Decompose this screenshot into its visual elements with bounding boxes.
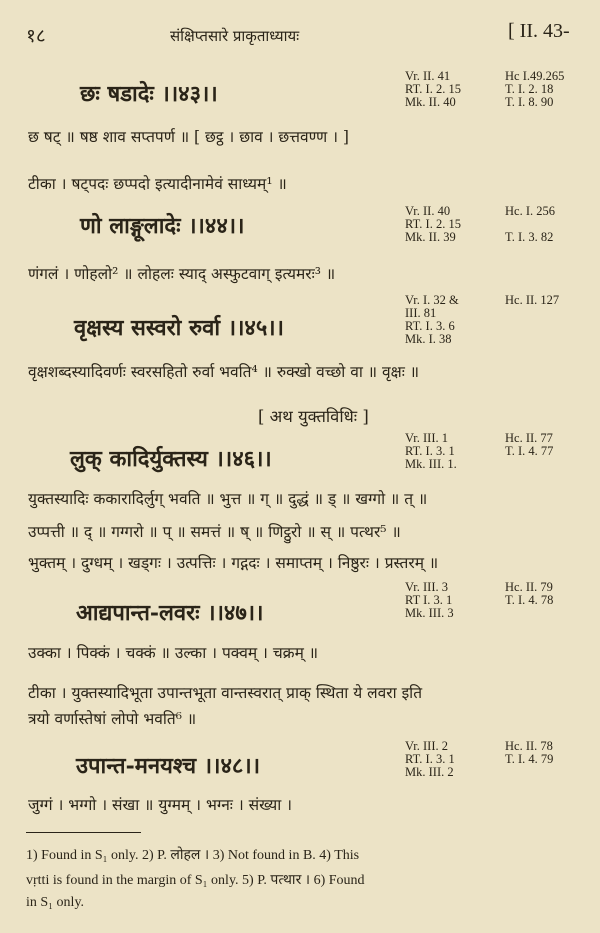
references-48: Vr. III. 2 Hc. II. 78 RT. I. 3. 1 T. I. 4. 79 Mk. III. 2 <box>405 739 554 779</box>
text-line: उप्पत्ती ॥ द् ॥ गग्गरो ॥ प् ॥ समत्तं ॥ ष् ॥ णिट्ठुरो ॥ स् ॥ पत्थर⁵ ॥ <box>28 523 401 541</box>
text-line: णंगलं । णोहलो² ॥ लोहलः स्याद् अस्फुटवाग् इत्यमरः³ ॥ <box>28 265 336 283</box>
text-line: वृक्षशब्दस्यादिवर्णः स्वरसहितो रुर्वा भवति⁴ ॥ रुक्खो वच्छो वा ॥ वृक्षः ॥ <box>28 363 420 381</box>
commentary-line: त्रयो वर्णास्तेषां लोपो भवति⁶ ॥ <box>28 710 197 728</box>
sutra-44: णो लाङ्गूलादेः ।।४४।। <box>80 213 245 239</box>
text-line: छ षट् ॥ षष्ठ शाव सप्तपर्ण ॥ [ छट्ठ । छाव । छत्तवण्ण । ] <box>28 128 349 146</box>
running-title: संक्षिप्तसारे प्राकृताध्यायः <box>170 27 300 45</box>
commentary-line: टीका । युक्तस्यादिभूता उपान्तभूता वान्तस्वरात् प्राक् स्थिता ये लवरा इति <box>28 684 423 702</box>
page-number: १८ <box>26 25 46 47</box>
text-line: भुक्तम् । दुग्धम् । खड्गः । उत्पत्तिः । गद्गदः । समाप्तम् । निष्ठुरः । प्रस्तरम् ॥ <box>28 554 439 572</box>
running-header <box>0 20 600 50</box>
sutra-43: छः षडादेः ।।४३।। <box>80 81 218 107</box>
commentary-line: टीका । षट्पदः छप्पदो इत्यादीनामेवं साध्यम्¹ ॥ <box>28 175 287 193</box>
footnote-separator <box>26 832 141 833</box>
references-44: Vr. II. 40 Hc. I. 256 RT. I. 2. 15 Mk. II. 39 T. I. 3. 82 <box>405 204 555 244</box>
references-45: Vr. I. 32 & Hc. II. 127 III. 81 RT. I. 3. 6 Mk. I. 38 <box>405 293 560 346</box>
section-heading: [ अथ युक्तविधिः ] <box>258 407 369 426</box>
sutra-48: उपान्त-मनयश्च ।।४८।। <box>76 753 261 779</box>
text-line: युक्तस्यादिः ककारादिर्लुग् भवति ॥ भुत्त ॥ ग् ॥ दुद्धं ॥ ड् ॥ खग्गो ॥ त् ॥ <box>28 490 428 508</box>
sutra-45: वृक्षस्य सस्वरो रुर्वा ।।४५।। <box>74 315 284 341</box>
footnote-line: vṛtti is found in the margin of S₁ only. 5) P. पत्थार । 6) Found <box>26 873 365 888</box>
footnote-line: in S₁ only. <box>26 895 85 910</box>
text-line: उक्का । पिक्कं । चक्कं ॥ उल्का । पक्वम् । चक्रम् ॥ <box>28 644 319 662</box>
references-47: Vr. III. 3 Hc. II. 79 RT I. 3. 1 T. I. 4. 78 Mk. III. 3 <box>405 580 554 620</box>
sutra-47: आद्यपान्त-लवरः ।।४७।। <box>76 600 264 626</box>
footnote-line: 1) Found in S₁ only. 2) P. लोहल । 3) Not found in B. 4) This <box>26 848 360 863</box>
text-line: जुग्गं । भग्गो । संखा ॥ युग्मम् । भग्नः । संख्या । <box>28 796 293 814</box>
sutra-46: लुक् कादिर्युक्तस्य ।।४६।। <box>70 446 272 472</box>
references-46: Vr. III. 1 Hc. II. 77 RT. I. 3. 1 T. I. 4. 77 Mk. III. 1. <box>405 431 554 471</box>
section-reference: [ II. 43- <box>508 20 570 42</box>
references-43: Vr. II. 41 Hc I.49.265 RT. I. 2. 15 T. I. 2. 18 Mk. II. 40 T. I. 8. 90 <box>405 69 565 109</box>
